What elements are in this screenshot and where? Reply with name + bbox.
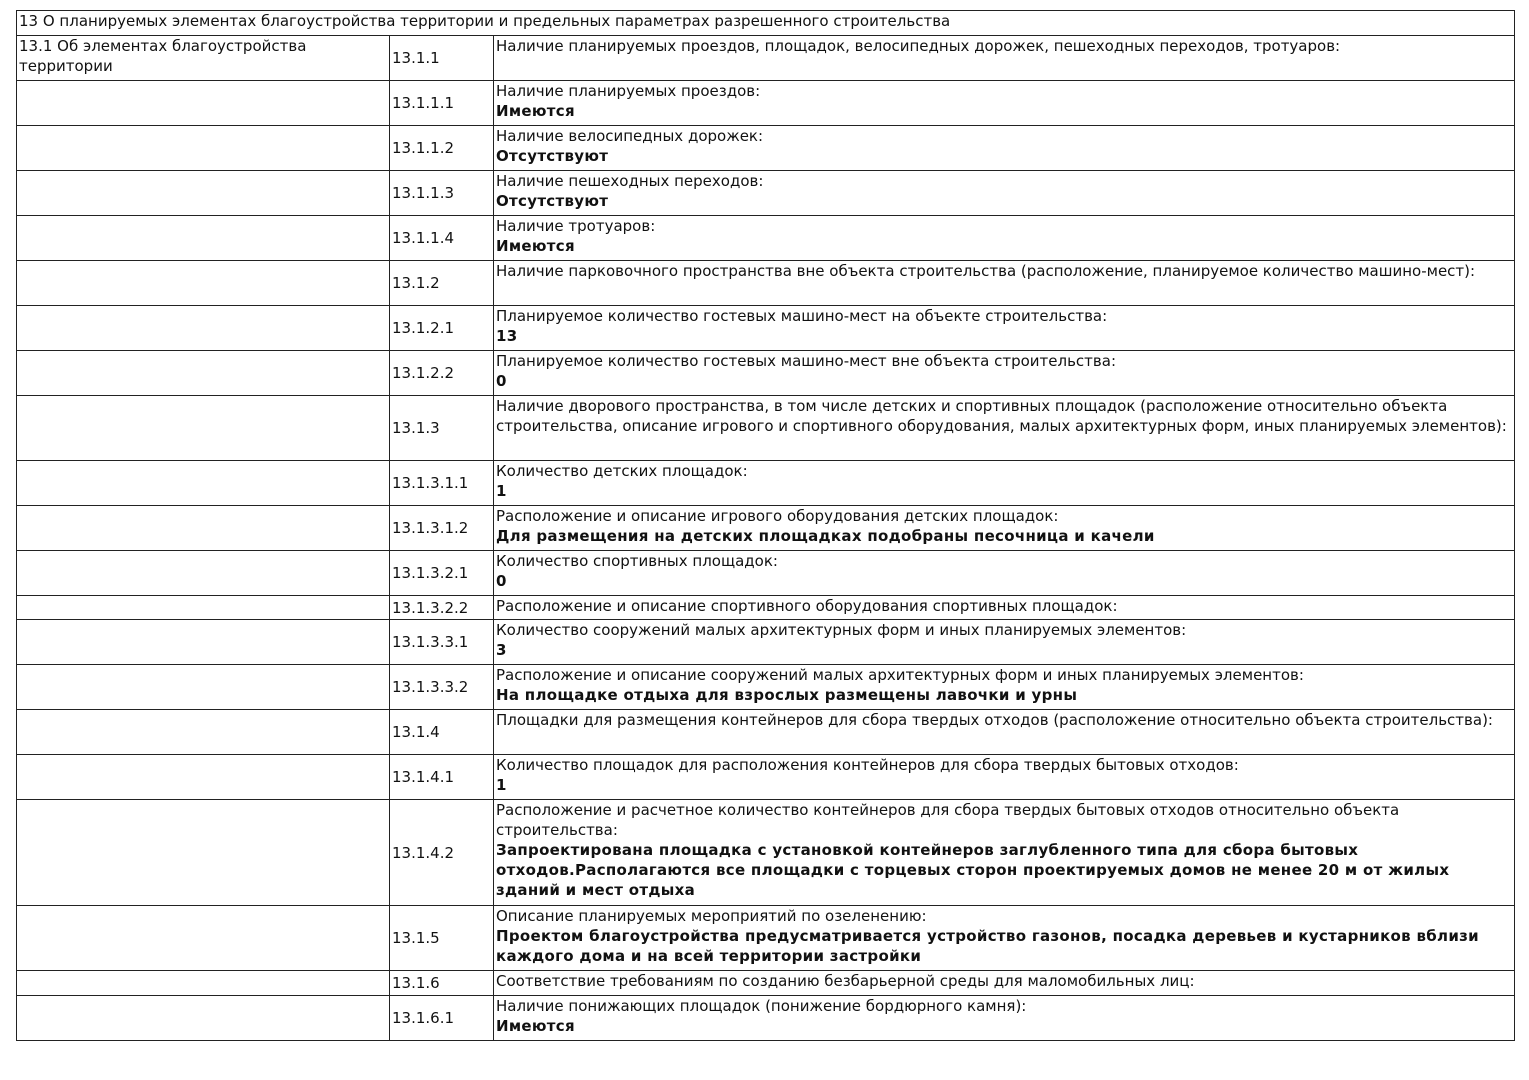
subsection-cell bbox=[17, 461, 390, 506]
subsection-cell: 13.1 Об элементах благоустройства территории bbox=[17, 36, 390, 81]
table-row bbox=[17, 461, 1515, 506]
improvement-table bbox=[16, 10, 1515, 1041]
item-content bbox=[494, 996, 1515, 1041]
item-value: 0 bbox=[496, 572, 507, 590]
item-code: 13.1.2 bbox=[390, 261, 494, 306]
item-label: Наличие пешеходных переходов: bbox=[496, 172, 764, 190]
table-row bbox=[17, 710, 1515, 755]
item-code: 13.1.6.1 bbox=[390, 996, 494, 1041]
item-code: 13.1.1.3 bbox=[390, 171, 494, 216]
table-row bbox=[17, 971, 1515, 996]
item-content bbox=[494, 551, 1515, 596]
table-row bbox=[17, 36, 1515, 81]
item-content bbox=[494, 216, 1515, 261]
table-row bbox=[17, 996, 1515, 1041]
subsection-cell bbox=[17, 81, 390, 126]
document bbox=[16, 10, 1514, 1041]
table-row bbox=[17, 306, 1515, 351]
item-code: 13.1.1.4 bbox=[390, 216, 494, 261]
item-content bbox=[494, 506, 1515, 551]
item-label: Расположение и расчетное количество контейнеров для сбора твердых бытовых отходов относительно объекта строительства: bbox=[496, 801, 1400, 839]
item-content bbox=[494, 306, 1515, 351]
item-content bbox=[494, 261, 1515, 306]
item-value: 1 bbox=[496, 482, 507, 500]
subsection-cell bbox=[17, 216, 390, 261]
item-content bbox=[494, 126, 1515, 171]
item-label: Наличие планируемых проездов, площадок, велосипедных дорожек, пешеходных переходов, тротуаров: bbox=[496, 37, 1341, 55]
table-row bbox=[17, 906, 1515, 971]
table-row bbox=[17, 596, 1515, 620]
item-value: Имеются bbox=[496, 1017, 575, 1035]
subsection-cell bbox=[17, 396, 390, 461]
item-value: Для размещения на детских площадках подобраны песочница и качели bbox=[496, 527, 1155, 545]
item-value: Имеются bbox=[496, 237, 575, 255]
item-code: 13.1.3.2.1 bbox=[390, 551, 494, 596]
item-label: Расположение и описание сооружений малых архитектурных форм и иных планируемых элементов: bbox=[496, 666, 1304, 684]
subsection-cell bbox=[17, 996, 390, 1041]
item-code: 13.1.2.1 bbox=[390, 306, 494, 351]
item-label: Площадки для размещения контейнеров для сбора твердых отходов (расположение относительно объекта строительства): bbox=[496, 711, 1493, 729]
subsection-cell bbox=[17, 596, 390, 620]
item-content bbox=[494, 665, 1515, 710]
item-code: 13.1.2.2 bbox=[390, 351, 494, 396]
item-label: Наличие дворового пространства, в том числе детских и спортивных площадок (расположение относительно объекта строительства, описание игрового и спортивного оборудования, малых архитектурных форм, иных планируемых элементов): bbox=[496, 397, 1507, 435]
table-row bbox=[17, 755, 1515, 800]
item-content bbox=[494, 171, 1515, 216]
item-value: Отсутствуют bbox=[496, 192, 609, 210]
item-value: Запроектирована площадка с установкой контейнеров заглубленного типа для сбора бытовых отходов.Располагаются все площадки с торцевых сторон проектируемых домов не менее 20 м от жилых зданий и мест отдыха bbox=[496, 841, 1450, 899]
subsection-cell bbox=[17, 306, 390, 351]
item-code: 13.1.5 bbox=[390, 906, 494, 971]
item-value: На площадке отдыха для взрослых размещены лавочки и урны bbox=[496, 686, 1078, 704]
item-label: Соответствие требованиям по созданию безбарьерной среды для маломобильных лиц: bbox=[496, 972, 1195, 990]
item-label: Планируемое количество гостевых машино-мест на объекте строительства: bbox=[496, 307, 1108, 325]
item-code: 13.1.4.2 bbox=[390, 800, 494, 906]
item-content bbox=[494, 800, 1515, 906]
item-label: Количество сооружений малых архитектурных форм и иных планируемых элементов: bbox=[496, 621, 1187, 639]
item-label: Наличие понижающих площадок (понижение бордюрного камня): bbox=[496, 997, 1027, 1015]
item-label: Расположение и описание спортивного оборудования спортивных площадок: bbox=[496, 597, 1118, 615]
table-row bbox=[17, 126, 1515, 171]
item-value: Проектом благоустройства предусматривается устройство газонов, посадка деревьев и кустарников вблизи каждого дома и на всей территории застройки bbox=[496, 927, 1479, 965]
item-content bbox=[494, 36, 1515, 81]
table-row bbox=[17, 171, 1515, 216]
item-value: Имеются bbox=[496, 102, 575, 120]
item-code: 13.1.3.3.2 bbox=[390, 665, 494, 710]
item-code: 13.1.1 bbox=[390, 36, 494, 81]
item-code: 13.1.3.1.1 bbox=[390, 461, 494, 506]
subsection-cell bbox=[17, 551, 390, 596]
item-value: 3 bbox=[496, 641, 507, 659]
item-code: 13.1.3.3.1 bbox=[390, 620, 494, 665]
item-label: Описание планируемых мероприятий по озеленению: bbox=[496, 907, 927, 925]
item-value: 1 bbox=[496, 776, 507, 794]
table-row bbox=[17, 81, 1515, 126]
item-code: 13.1.1.1 bbox=[390, 81, 494, 126]
subsection-cell bbox=[17, 755, 390, 800]
table-row bbox=[17, 261, 1515, 306]
item-label: Наличие тротуаров: bbox=[496, 217, 656, 235]
item-value: 0 bbox=[496, 372, 507, 390]
subsection-cell bbox=[17, 620, 390, 665]
subsection-cell bbox=[17, 971, 390, 996]
subsection-cell bbox=[17, 351, 390, 396]
item-label: Расположение и описание игрового оборудования детских площадок: bbox=[496, 507, 1059, 525]
item-content bbox=[494, 620, 1515, 665]
table-row bbox=[17, 665, 1515, 710]
item-code: 13.1.4 bbox=[390, 710, 494, 755]
subsection-cell bbox=[17, 665, 390, 710]
item-label: Наличие велосипедных дорожек: bbox=[496, 127, 764, 145]
item-label: Наличие парковочного пространства вне объекта строительства (расположение, планируемое количество машино-мест): bbox=[496, 262, 1476, 280]
item-label: Количество детских площадок: bbox=[496, 462, 748, 480]
table-row bbox=[17, 800, 1515, 906]
subsection-cell bbox=[17, 710, 390, 755]
item-content bbox=[494, 710, 1515, 755]
item-code: 13.1.3.2.2 bbox=[390, 596, 494, 620]
item-content bbox=[494, 596, 1515, 620]
item-content bbox=[494, 906, 1515, 971]
section-title: 13 О планируемых элементах благоустройства территории и предельных параметрах разрешенного строительства bbox=[17, 11, 1515, 36]
item-content bbox=[494, 81, 1515, 126]
item-label: Количество площадок для расположения контейнеров для сбора твердых бытовых отходов: bbox=[496, 756, 1239, 774]
table-row bbox=[17, 351, 1515, 396]
item-code: 13.1.3 bbox=[390, 396, 494, 461]
item-code: 13.1.6 bbox=[390, 971, 494, 996]
item-content bbox=[494, 971, 1515, 996]
item-label: Планируемое количество гостевых машино-мест вне объекта строительства: bbox=[496, 352, 1116, 370]
item-code: 13.1.3.1.2 bbox=[390, 506, 494, 551]
item-value: 13 bbox=[496, 327, 518, 345]
item-content bbox=[494, 351, 1515, 396]
item-label: Количество спортивных площадок: bbox=[496, 552, 778, 570]
title-row bbox=[17, 11, 1515, 36]
table-row bbox=[17, 620, 1515, 665]
subsection-cell bbox=[17, 261, 390, 306]
table-row bbox=[17, 396, 1515, 461]
item-code: 13.1.4.1 bbox=[390, 755, 494, 800]
item-content bbox=[494, 755, 1515, 800]
subsection-cell bbox=[17, 506, 390, 551]
subsection-cell bbox=[17, 126, 390, 171]
item-value: Отсутствуют bbox=[496, 147, 609, 165]
table-row bbox=[17, 506, 1515, 551]
item-code: 13.1.1.2 bbox=[390, 126, 494, 171]
item-content bbox=[494, 396, 1515, 461]
item-content bbox=[494, 461, 1515, 506]
subsection-cell bbox=[17, 171, 390, 216]
subsection-cell bbox=[17, 906, 390, 971]
subsection-cell bbox=[17, 800, 390, 906]
item-label: Наличие планируемых проездов: bbox=[496, 82, 761, 100]
table-row bbox=[17, 551, 1515, 596]
table-row bbox=[17, 216, 1515, 261]
